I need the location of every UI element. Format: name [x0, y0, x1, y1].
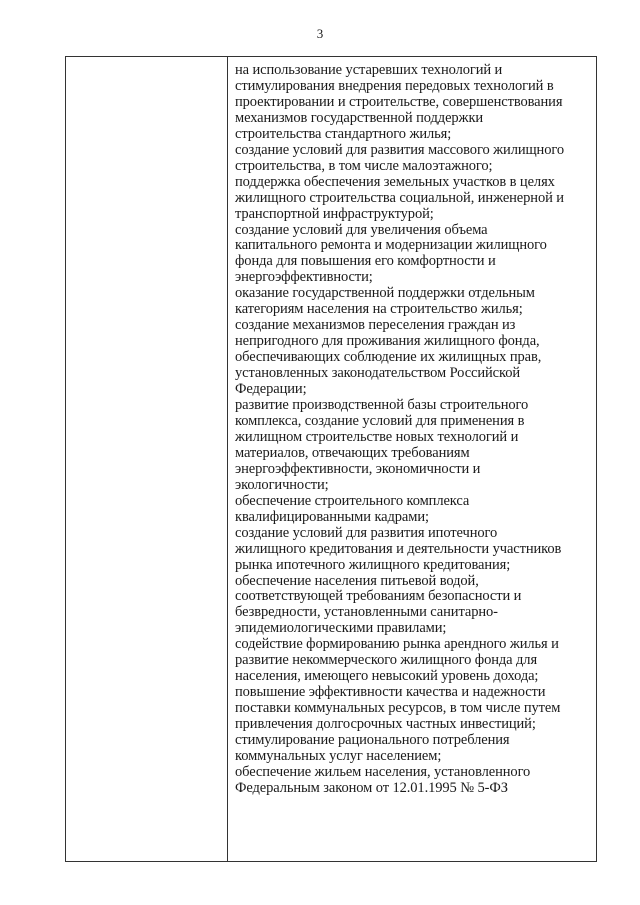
text-line: стимулирование рационального потребления: [235, 732, 510, 749]
document-table: [65, 56, 597, 862]
text-line: жилищного кредитования и деятельности участников: [235, 540, 562, 557]
text-line: обеспечение строительного комплекса: [235, 492, 470, 509]
text-line: соответствующей требованиям безопасности и: [235, 588, 522, 605]
text-line: обеспечивающих соблюдение их жилищных прав,: [235, 349, 542, 366]
text-line: проектировании и строительстве, совершенствования: [235, 93, 563, 110]
text-line: энергоэффективности;: [235, 269, 373, 286]
table-content-cell: [235, 63, 590, 797]
text-line: фонда для повышения его комфортности и: [235, 253, 496, 270]
text-line: квалифицированными кадрами;: [235, 508, 429, 525]
text-line: жилищного строительства социальной, инженерной и: [235, 189, 564, 206]
text-line: оказание государственной поддержки отдельным: [235, 285, 535, 302]
text-line: транспортной инфраструктурой;: [235, 205, 434, 222]
text-line: создание условий для развития ипотечного: [235, 524, 498, 541]
text-line: привлечения долгосрочных частных инвестиций;: [235, 716, 536, 733]
text-line: создание условий для увеличения объема: [235, 221, 488, 238]
text-line: на использование устаревших технологий и: [235, 62, 503, 78]
text-line: поддержка обеспечения земельных участков в целях: [235, 173, 555, 190]
text-line: обеспечение населения питьевой водой,: [235, 572, 479, 589]
text-line: безвредности, установленными санитарно-: [235, 604, 498, 621]
text-line: комплекса, создание условий для применения в: [235, 412, 525, 429]
text-line: строительства стандартного жилья;: [235, 125, 452, 142]
text-line: строительства, в том числе малоэтажного;: [235, 157, 493, 174]
text-line: создание условий для развития массового жилищного: [235, 141, 565, 158]
page-number: 3: [316, 26, 324, 41]
text-line: капитального ремонта и модернизации жилищного: [235, 237, 547, 254]
text-line: механизмов государственной поддержки: [235, 109, 484, 126]
table-column-divider: [227, 57, 228, 861]
text-line: развитие некоммерческого жилищного фонда для: [235, 652, 538, 669]
text-line: поставки коммунальных ресурсов, в том числе путем: [235, 700, 561, 717]
text-line: коммунальных услуг населением;: [235, 747, 442, 764]
text-line: создание механизмов переселения граждан из: [235, 317, 516, 334]
text-line: жилищном строительстве новых технологий и: [235, 428, 519, 445]
text-line: материалов, отвечающих требованиям: [235, 444, 470, 461]
text-line: категориям населения на строительство жилья;: [235, 301, 523, 318]
text-line: Федеральным законом от 12.01.1995 № 5-ФЗ: [235, 779, 508, 796]
text-line: развитие производственной базы строительного: [235, 397, 529, 414]
text-line: стимулирования внедрения передовых технологий в: [235, 77, 554, 94]
text-line: эпидемиологическими правилами;: [235, 620, 447, 637]
text-line: Федерации;: [235, 381, 307, 398]
text-line: населения, имеющего невысокий уровень дохода;: [235, 668, 539, 685]
text-line: установленных законодательством Российской: [235, 365, 521, 382]
text-line: обеспечение жильем населения, установленного: [235, 763, 531, 780]
text-line: рынка ипотечного жилищного кредитования;: [235, 556, 511, 573]
text-line: энергоэффективности, экономичности и: [235, 460, 481, 477]
text-line: содействие формированию рынка арендного жилья и: [235, 636, 559, 653]
text-line: экологичности;: [235, 476, 329, 493]
text-line: повышение эффективности качества и надежности: [235, 684, 546, 701]
text-line: непригодного для проживания жилищного фонда,: [235, 333, 540, 350]
